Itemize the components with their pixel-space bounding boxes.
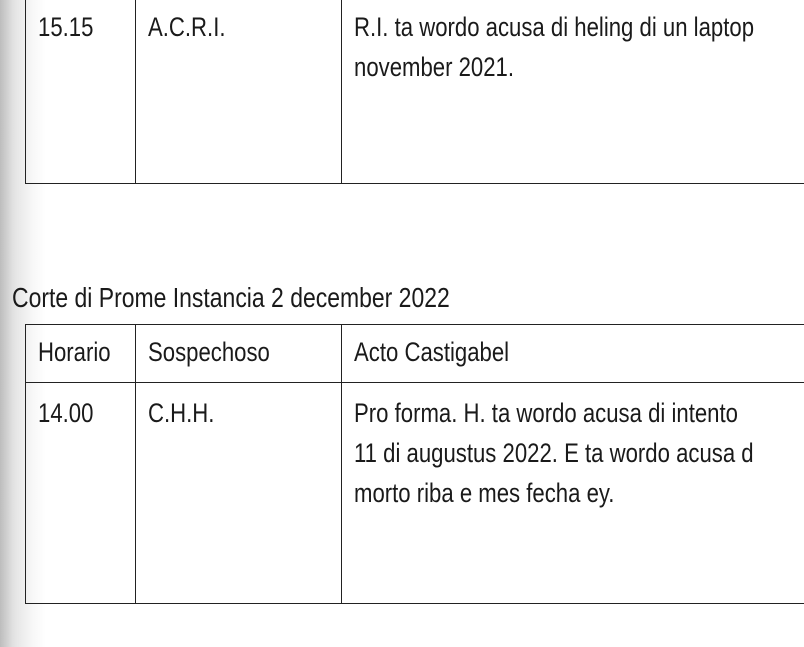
act-cell [342,0,804,184]
act-line: 11 di augustus 2022. E ta wordo acusa d [354,438,754,468]
header-time: Horario [26,325,136,383]
act-line: november 2021. [354,52,515,82]
table-row [26,383,804,604]
act-line: Pro forma. H. ta wordo acusa di intento [354,398,738,428]
header-act: Acto Castigabel [342,325,804,383]
page-edge-shadow [0,0,12,647]
act-cell [342,383,804,604]
table-header-row [26,325,804,383]
header-suspect: Sospechoso [136,325,342,383]
suspect-value: C.H.H. [148,398,215,428]
previous-schedule-table [25,0,804,184]
time-cell [26,383,136,604]
court-schedule-table [25,324,804,604]
suspect-value: A.C.R.I. [148,12,226,42]
act-line: R.I. ta wordo acusa di heling di un laptop [354,12,755,42]
table-row [26,0,804,184]
suspect-cell [136,0,342,184]
time-value: 15.15 [38,12,94,42]
act-line: morto riba e mes fecha ey. [354,478,615,508]
suspect-cell [136,383,342,604]
time-value: 14.00 [38,398,94,428]
time-cell [26,0,136,184]
section-title: Corte di Prome Instancia 2 december 2022 [12,282,450,313]
